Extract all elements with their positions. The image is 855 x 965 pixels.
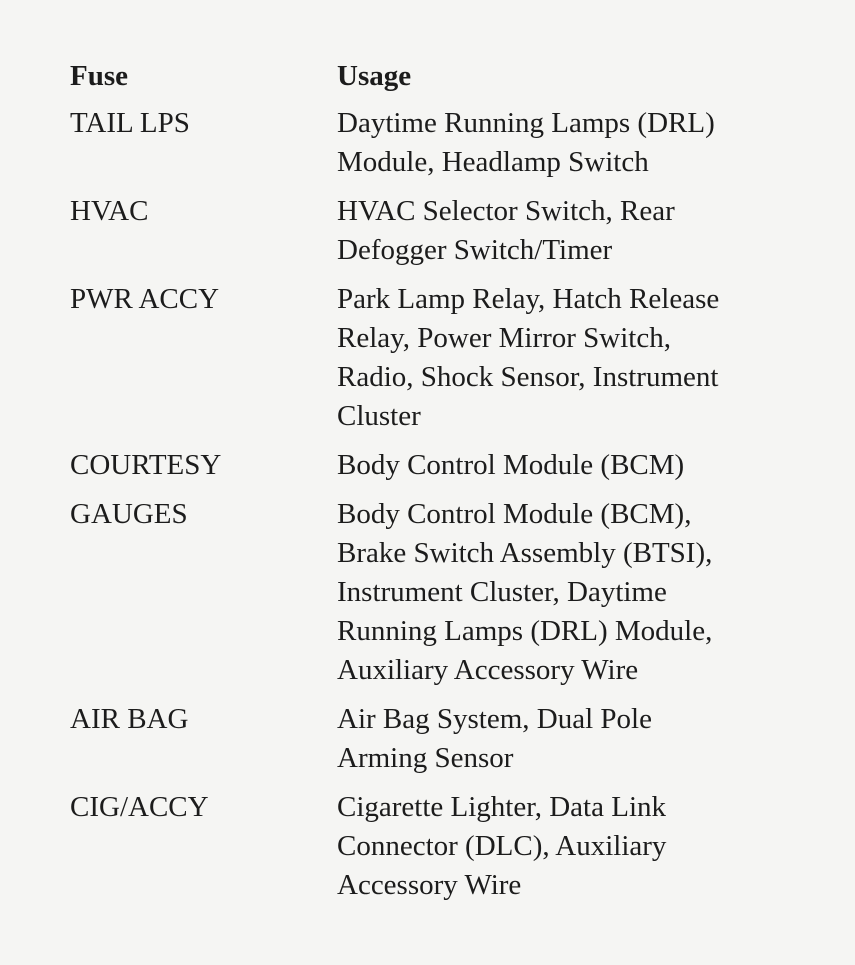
usage-line: Running Lamps (DRL) Module,: [337, 615, 713, 647]
usage-line: Park Lamp Relay, Hatch Release: [337, 283, 720, 315]
usage-line: Daytime Running Lamps (DRL): [337, 107, 715, 139]
usage-line: Relay, Power Mirror Switch,: [337, 322, 671, 354]
usage-line: Arming Sensor: [337, 742, 514, 774]
table-row: [70, 280, 830, 436]
fuse-name: AIR BAG: [70, 703, 189, 735]
usage-line: Radio, Shock Sensor, Instrument: [337, 361, 719, 393]
usage-line: Cluster: [337, 400, 421, 432]
fuse-name: GAUGES: [70, 498, 188, 530]
usage-line: Air Bag System, Dual Pole: [337, 703, 652, 735]
fuse-usage: [337, 700, 830, 778]
fuse-column-header: Fuse: [70, 60, 128, 92]
fuse-name: COURTESY: [70, 449, 222, 481]
fuse-name: HVAC: [70, 195, 149, 227]
usage-line: HVAC Selector Switch, Rear: [337, 195, 675, 227]
usage-line: Defogger Switch/Timer: [337, 234, 613, 266]
table-row: [70, 700, 830, 778]
fuse-name: TAIL LPS: [70, 107, 190, 139]
fuse-usage: [337, 192, 830, 270]
fuse-usage: [337, 495, 830, 690]
table-row: [70, 192, 830, 270]
usage-line: Cigarette Lighter, Data Link: [337, 791, 666, 823]
table-row: [70, 446, 830, 485]
table-row: [70, 788, 830, 905]
fuse-name: PWR ACCY: [70, 283, 220, 315]
usage-line: Instrument Cluster, Daytime: [337, 576, 667, 608]
usage-line: Brake Switch Assembly (BTSI),: [337, 537, 713, 569]
usage-line: Body Control Module (BCM): [337, 449, 685, 481]
usage-line: Accessory Wire: [337, 869, 522, 901]
fuse-usage: [337, 104, 830, 182]
fuse-usage: [337, 788, 830, 905]
table-header-row: [70, 56, 830, 96]
usage-line: Connector (DLC), Auxiliary: [337, 830, 667, 862]
fuse-usage: [337, 280, 830, 436]
table-row: [70, 104, 830, 182]
fuse-name: CIG/ACCY: [70, 791, 209, 823]
usage-column-header: Usage: [337, 60, 412, 92]
usage-line: Body Control Module (BCM),: [337, 498, 692, 530]
usage-line: Module, Headlamp Switch: [337, 146, 649, 178]
fuse-usage: [337, 446, 830, 485]
fuse-usage-table: [70, 56, 830, 915]
table-body: [70, 104, 830, 905]
usage-line: Auxiliary Accessory Wire: [337, 654, 639, 686]
table-row: [70, 495, 830, 690]
